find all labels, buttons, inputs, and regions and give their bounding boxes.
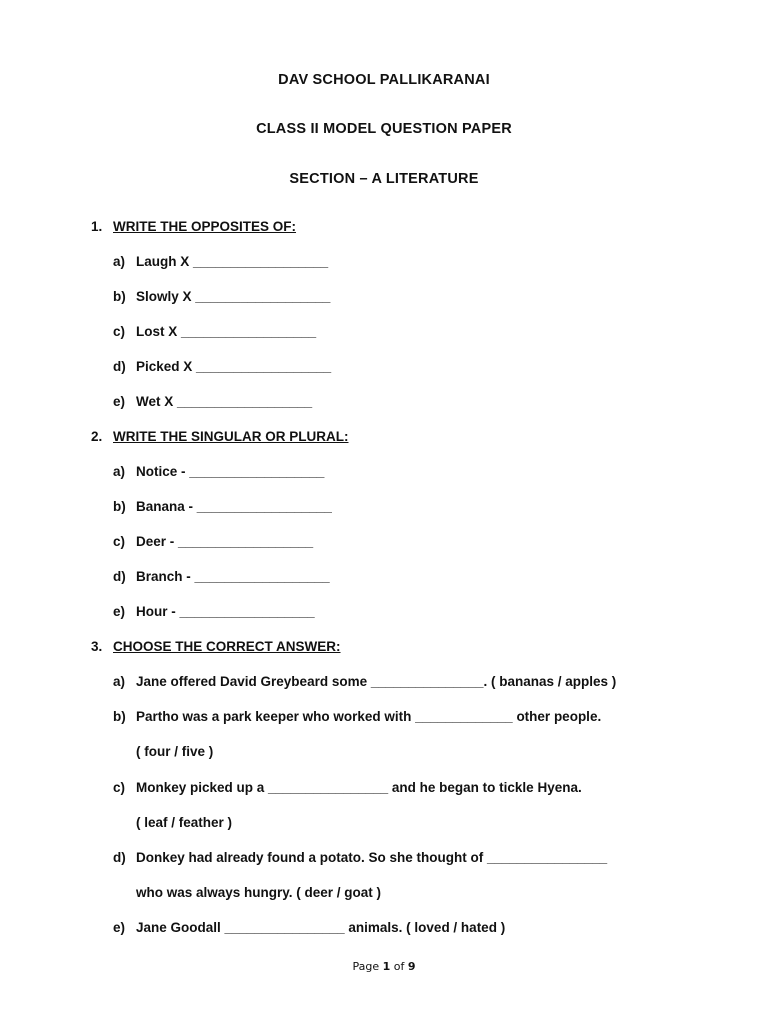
- q3-item-b-options: ( four / five ): [136, 744, 214, 759]
- q1-item-e-label: e): [113, 394, 126, 409]
- q2-item-b-text: Banana - __________________: [136, 499, 332, 514]
- q2-item-c-text: Deer - __________________: [136, 534, 314, 549]
- q3-item-d-continuation: who was always hungry. ( deer / goat ): [136, 885, 382, 900]
- q1-item-c-label: c): [113, 324, 126, 339]
- q2-item-a-text: Notice - __________________: [136, 464, 325, 479]
- question-2-heading: WRITE THE SINGULAR OR PLURAL:: [113, 429, 349, 444]
- page-current: 1: [382, 960, 391, 973]
- q1-item-c-text: Lost X __________________: [136, 324, 317, 339]
- q2-item-b-label: b): [113, 499, 126, 514]
- q3-item-b-label: b): [113, 709, 126, 724]
- q3-item-b-text: Partho was a park keeper who worked with _____________ other people.: [136, 709, 602, 724]
- paper-title: CLASS II MODEL QUESTION PAPER: [256, 121, 512, 137]
- q2-item-e-label: e): [113, 604, 126, 619]
- q2-item-d-label: d): [113, 569, 126, 584]
- q1-item-d-text: Picked X __________________: [136, 359, 332, 374]
- question-1-heading: WRITE THE OPPOSITES OF:: [113, 219, 297, 234]
- page-footer: [0, 960, 768, 973]
- q1-item-a-text: Laugh X __________________: [136, 254, 329, 269]
- q1-item-b-label: b): [113, 289, 126, 304]
- question-3-number: 3.: [91, 639, 103, 654]
- q3-item-d-text: Donkey had already found a potato. So she thought of ________________: [136, 850, 608, 865]
- q3-item-c-label: c): [113, 780, 126, 795]
- q2-item-e-text: Hour - __________________: [136, 604, 315, 619]
- question-3-heading: CHOOSE THE CORRECT ANSWER:: [113, 639, 341, 654]
- q1-item-e-text: Wet X __________________: [136, 394, 313, 409]
- q1-item-a-label: a): [113, 254, 126, 269]
- q2-item-d-text: Branch - __________________: [136, 569, 330, 584]
- q3-item-c-text: Monkey picked up a ________________ and he began to tickle Hyena.: [136, 780, 582, 795]
- page-word: Page: [352, 960, 380, 973]
- q2-item-c-label: c): [113, 534, 126, 549]
- q3-item-c-options: ( leaf / feather ): [136, 815, 233, 830]
- q2-item-a-label: a): [113, 464, 126, 479]
- q3-item-a-text: Jane offered David Greybeard some _______________. ( bananas / apples ): [136, 674, 617, 689]
- q3-item-a-label: a): [113, 674, 126, 689]
- section-title: SECTION – A LITERATURE: [289, 171, 479, 187]
- q1-item-d-label: d): [113, 359, 126, 374]
- school-title: DAV SCHOOL PALLIKARANAI: [278, 72, 490, 88]
- of-word: of: [393, 960, 405, 973]
- page-total: 9: [407, 960, 416, 973]
- q3-item-d-label: d): [113, 850, 126, 865]
- question-2-number: 2.: [91, 429, 103, 444]
- q3-item-e-text: Jane Goodall ________________ animals. ( loved / hated ): [136, 920, 506, 935]
- question-1-number: 1.: [91, 219, 103, 234]
- q3-item-e-label: e): [113, 920, 126, 935]
- q1-item-b-text: Slowly X __________________: [136, 289, 331, 304]
